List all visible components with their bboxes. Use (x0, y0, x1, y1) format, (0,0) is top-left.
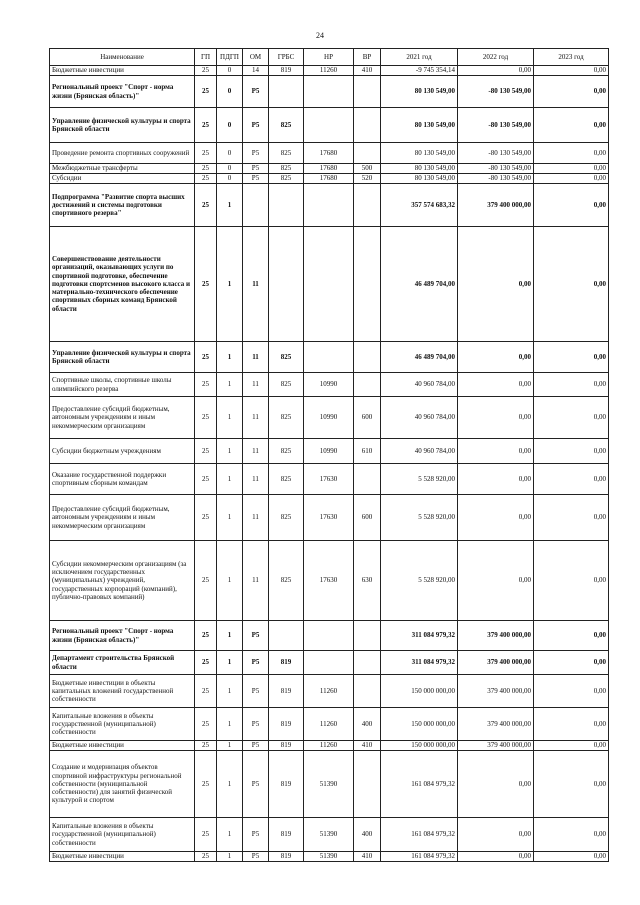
cell-gp: 25 (195, 852, 217, 862)
cell-om: 11 (243, 373, 269, 397)
cell-nr: 11260 (304, 708, 354, 741)
cell-grbs: 819 (269, 818, 304, 852)
cell-grbs: 825 (269, 164, 304, 174)
header-cell: ГРБС (269, 49, 304, 66)
cell-y2022: 0,00 (458, 397, 534, 439)
table-row (50, 66, 609, 76)
table-header-row (50, 49, 609, 66)
cell-name: Субсидии (50, 174, 195, 184)
cell-om: 14 (243, 66, 269, 76)
cell-vr (354, 621, 381, 651)
cell-pdgp: 1 (217, 818, 243, 852)
cell-gp: 25 (195, 495, 217, 541)
cell-pdgp: 0 (217, 76, 243, 108)
header-cell: 2022 год (458, 49, 534, 66)
cell-vr (354, 651, 381, 675)
cell-y2023: 0,00 (534, 675, 609, 708)
cell-grbs: 819 (269, 751, 304, 818)
cell-om: P5 (243, 675, 269, 708)
cell-om: 11 (243, 439, 269, 464)
cell-y2022: -80 130 549,00 (458, 164, 534, 174)
cell-y2021: 46 489 704,00 (381, 342, 458, 373)
cell-vr: 600 (354, 495, 381, 541)
cell-gp: 25 (195, 675, 217, 708)
cell-vr (354, 464, 381, 495)
cell-grbs: 825 (269, 108, 304, 143)
cell-vr: 520 (354, 174, 381, 184)
cell-y2023: 0,00 (534, 184, 609, 227)
cell-y2023: 0,00 (534, 621, 609, 651)
cell-name: Проведение ремонта спортивных сооружений (50, 143, 195, 164)
table-row (50, 227, 609, 342)
cell-y2022: -80 130 549,00 (458, 108, 534, 143)
cell-y2023: 0,00 (534, 751, 609, 818)
cell-vr (354, 143, 381, 164)
table-row (50, 108, 609, 143)
cell-y2022: 379 400 000,00 (458, 651, 534, 675)
table-row (50, 495, 609, 541)
cell-grbs: 825 (269, 143, 304, 164)
cell-grbs: 825 (269, 397, 304, 439)
cell-y2023: 0,00 (534, 164, 609, 174)
cell-y2021: 40 960 784,00 (381, 373, 458, 397)
cell-y2023: 0,00 (534, 342, 609, 373)
cell-grbs: 825 (269, 541, 304, 621)
header-cell: ОМ (243, 49, 269, 66)
cell-grbs: 819 (269, 708, 304, 741)
cell-om: P5 (243, 852, 269, 862)
cell-y2021: 46 489 704,00 (381, 227, 458, 342)
cell-name: Предоставление субсидий бюджетным, автономным учреждениям и иным некоммерческим организациям (50, 495, 195, 541)
cell-gp: 25 (195, 397, 217, 439)
cell-grbs (269, 227, 304, 342)
cell-grbs: 819 (269, 66, 304, 76)
cell-gp: 25 (195, 143, 217, 164)
cell-y2022: 379 400 000,00 (458, 621, 534, 651)
cell-name: Субсидии некоммерческим организациям (за исключением государственных (муниципальных) учреждений, государственных корпораций (компаний), публично-правовых компаний) (50, 541, 195, 621)
header-cell: 2021 год (381, 49, 458, 66)
cell-y2022: 0,00 (458, 66, 534, 76)
cell-y2023: 0,00 (534, 397, 609, 439)
table-row (50, 751, 609, 818)
cell-vr: 400 (354, 708, 381, 741)
cell-om: 11 (243, 342, 269, 373)
cell-grbs: 825 (269, 439, 304, 464)
cell-gp: 25 (195, 708, 217, 741)
cell-om: P5 (243, 708, 269, 741)
cell-pdgp: 1 (217, 464, 243, 495)
cell-pdgp: 0 (217, 174, 243, 184)
cell-vr (354, 751, 381, 818)
cell-name: Бюджетные инвестиции (50, 741, 195, 751)
cell-vr (354, 373, 381, 397)
cell-om: P5 (243, 143, 269, 164)
cell-om: 11 (243, 227, 269, 342)
cell-nr (304, 621, 354, 651)
cell-gp: 25 (195, 342, 217, 373)
cell-gp: 25 (195, 439, 217, 464)
cell-om: P5 (243, 76, 269, 108)
cell-grbs (269, 621, 304, 651)
header-cell: ВР (354, 49, 381, 66)
cell-y2023: 0,00 (534, 439, 609, 464)
header-cell: НР (304, 49, 354, 66)
cell-name: Региональный проект "Спорт - норма жизни (Брянская область)" (50, 621, 195, 651)
cell-y2023: 0,00 (534, 541, 609, 621)
cell-vr (354, 227, 381, 342)
cell-y2021: -9 745 354,14 (381, 66, 458, 76)
cell-gp: 25 (195, 621, 217, 651)
table-row (50, 675, 609, 708)
cell-y2023: 0,00 (534, 852, 609, 862)
cell-gp: 25 (195, 184, 217, 227)
cell-name: Подпрограмма "Развитие спорта высших достижений и системы подготовки спортивного резерва" (50, 184, 195, 227)
cell-nr (304, 108, 354, 143)
cell-vr: 400 (354, 818, 381, 852)
table-row (50, 651, 609, 675)
cell-om: P5 (243, 174, 269, 184)
cell-y2022: 0,00 (458, 818, 534, 852)
table-row (50, 143, 609, 164)
cell-y2022: 0,00 (458, 227, 534, 342)
cell-nr: 17680 (304, 164, 354, 174)
table-row (50, 708, 609, 741)
cell-nr: 51390 (304, 751, 354, 818)
table-body (50, 66, 609, 862)
cell-vr (354, 342, 381, 373)
cell-y2022: 379 400 000,00 (458, 675, 534, 708)
cell-om: P5 (243, 751, 269, 818)
cell-y2021: 311 084 979,32 (381, 651, 458, 675)
cell-grbs: 825 (269, 464, 304, 495)
cell-nr (304, 342, 354, 373)
cell-grbs: 819 (269, 675, 304, 708)
cell-nr (304, 227, 354, 342)
cell-grbs: 819 (269, 741, 304, 751)
header-cell: ГП (195, 49, 217, 66)
cell-y2022: 0,00 (458, 495, 534, 541)
cell-gp: 25 (195, 76, 217, 108)
cell-pdgp: 0 (217, 66, 243, 76)
cell-y2022: 0,00 (458, 373, 534, 397)
cell-nr: 17680 (304, 143, 354, 164)
cell-y2022: 0,00 (458, 342, 534, 373)
cell-om: 11 (243, 397, 269, 439)
cell-y2023: 0,00 (534, 464, 609, 495)
cell-y2023: 0,00 (534, 495, 609, 541)
cell-nr (304, 76, 354, 108)
cell-y2022: 0,00 (458, 852, 534, 862)
cell-y2021: 150 000 000,00 (381, 675, 458, 708)
cell-nr: 10990 (304, 439, 354, 464)
cell-nr (304, 184, 354, 227)
cell-name: Бюджетные инвестиции (50, 66, 195, 76)
cell-y2023: 0,00 (534, 143, 609, 164)
cell-name: Управление физической культуры и спорта Брянской области (50, 108, 195, 143)
cell-vr: 410 (354, 741, 381, 751)
cell-grbs: 825 (269, 342, 304, 373)
cell-y2021: 80 130 549,00 (381, 164, 458, 174)
header-cell: ПДГП (217, 49, 243, 66)
cell-y2022: 0,00 (458, 751, 534, 818)
cell-om: P5 (243, 164, 269, 174)
cell-y2021: 5 528 920,00 (381, 495, 458, 541)
table-row (50, 76, 609, 108)
cell-vr (354, 675, 381, 708)
cell-grbs: 825 (269, 174, 304, 184)
cell-y2023: 0,00 (534, 76, 609, 108)
cell-pdgp: 1 (217, 342, 243, 373)
cell-y2022: -80 130 549,00 (458, 76, 534, 108)
cell-y2021: 40 960 784,00 (381, 439, 458, 464)
cell-gp: 25 (195, 541, 217, 621)
table-row (50, 541, 609, 621)
cell-y2022: 0,00 (458, 464, 534, 495)
cell-y2023: 0,00 (534, 651, 609, 675)
cell-gp: 25 (195, 174, 217, 184)
cell-y2022: -80 130 549,00 (458, 143, 534, 164)
cell-pdgp: 1 (217, 651, 243, 675)
cell-om: 11 (243, 464, 269, 495)
cell-name: Бюджетные инвестиции (50, 852, 195, 862)
cell-om (243, 184, 269, 227)
cell-vr (354, 76, 381, 108)
cell-y2023: 0,00 (534, 66, 609, 76)
cell-y2023: 0,00 (534, 373, 609, 397)
cell-om: 11 (243, 541, 269, 621)
cell-y2021: 150 000 000,00 (381, 741, 458, 751)
budget-table (49, 48, 609, 862)
table-row (50, 373, 609, 397)
cell-name: Капитальные вложения в объекты государственной (муниципальной) собственности (50, 818, 195, 852)
table-row (50, 852, 609, 862)
cell-gp: 25 (195, 464, 217, 495)
cell-gp: 25 (195, 818, 217, 852)
cell-pdgp: 1 (217, 675, 243, 708)
cell-nr: 51390 (304, 818, 354, 852)
cell-vr (354, 184, 381, 227)
cell-y2021: 80 130 549,00 (381, 108, 458, 143)
cell-y2022: 0,00 (458, 541, 534, 621)
cell-name: Межбюджетные трансферты (50, 164, 195, 174)
cell-pdgp: 1 (217, 439, 243, 464)
cell-om: 11 (243, 495, 269, 541)
cell-y2021: 40 960 784,00 (381, 397, 458, 439)
cell-y2021: 80 130 549,00 (381, 143, 458, 164)
cell-pdgp: 0 (217, 108, 243, 143)
cell-y2023: 0,00 (534, 108, 609, 143)
cell-y2022: 379 400 000,00 (458, 184, 534, 227)
header-cell: Наименование (50, 49, 195, 66)
cell-name: Предоставление субсидий бюджетным, автономным учреждениям и иным некоммерческим организациям (50, 397, 195, 439)
cell-name: Управление физической культуры и спорта Брянской области (50, 342, 195, 373)
table-row (50, 741, 609, 751)
cell-om: P5 (243, 818, 269, 852)
cell-nr: 51390 (304, 852, 354, 862)
cell-grbs: 819 (269, 651, 304, 675)
cell-pdgp: 1 (217, 397, 243, 439)
table-row (50, 184, 609, 227)
page-number: 24 (316, 31, 324, 40)
cell-nr: 17630 (304, 541, 354, 621)
cell-gp: 25 (195, 227, 217, 342)
cell-name: Субсидии бюджетным учреждениям (50, 439, 195, 464)
cell-pdgp: 1 (217, 852, 243, 862)
cell-vr: 630 (354, 541, 381, 621)
cell-grbs: 825 (269, 495, 304, 541)
table-row (50, 397, 609, 439)
cell-name: Региональный проект "Спорт - норма жизни (Брянская область)" (50, 76, 195, 108)
cell-nr: 10990 (304, 397, 354, 439)
cell-pdgp: 1 (217, 741, 243, 751)
cell-vr: 410 (354, 66, 381, 76)
cell-name: Департамент строительства Брянской области (50, 651, 195, 675)
cell-vr: 500 (354, 164, 381, 174)
table-row (50, 818, 609, 852)
cell-y2021: 5 528 920,00 (381, 464, 458, 495)
cell-pdgp: 1 (217, 184, 243, 227)
cell-name: Капитальные вложения в объекты государственной (муниципальной) собственности (50, 708, 195, 741)
cell-y2021: 357 574 683,32 (381, 184, 458, 227)
cell-nr: 11260 (304, 66, 354, 76)
cell-grbs: 825 (269, 373, 304, 397)
cell-gp: 25 (195, 741, 217, 751)
cell-y2023: 0,00 (534, 741, 609, 751)
cell-pdgp: 0 (217, 164, 243, 174)
cell-name: Совершенствование деятельности организаций, оказывающих услуги по спортивной подготовке, обеспечение подготовки спортсменов высокого класса и материально-технического обеспечение спортивных сборных команд Брянской области (50, 227, 195, 342)
cell-y2021: 311 084 979,32 (381, 621, 458, 651)
table-row (50, 464, 609, 495)
cell-nr (304, 651, 354, 675)
cell-gp: 25 (195, 108, 217, 143)
cell-vr (354, 108, 381, 143)
cell-y2021: 161 084 979,32 (381, 852, 458, 862)
cell-gp: 25 (195, 651, 217, 675)
cell-gp: 25 (195, 373, 217, 397)
cell-om: P5 (243, 108, 269, 143)
table-row (50, 174, 609, 184)
cell-name: Оказание государственной поддержки спортивным сборным командам (50, 464, 195, 495)
cell-vr: 600 (354, 397, 381, 439)
cell-pdgp: 1 (217, 751, 243, 818)
cell-nr: 10990 (304, 373, 354, 397)
cell-vr: 610 (354, 439, 381, 464)
cell-y2021: 80 130 549,00 (381, 76, 458, 108)
cell-y2021: 5 528 920,00 (381, 541, 458, 621)
cell-pdgp: 1 (217, 373, 243, 397)
cell-pdgp: 1 (217, 621, 243, 651)
cell-y2023: 0,00 (534, 708, 609, 741)
cell-gp: 25 (195, 66, 217, 76)
cell-pdgp: 0 (217, 143, 243, 164)
cell-nr: 11260 (304, 675, 354, 708)
cell-y2023: 0,00 (534, 227, 609, 342)
table-row (50, 342, 609, 373)
cell-y2021: 161 084 979,32 (381, 751, 458, 818)
cell-vr: 410 (354, 852, 381, 862)
table-row (50, 621, 609, 651)
cell-y2022: 379 400 000,00 (458, 741, 534, 751)
cell-pdgp: 1 (217, 227, 243, 342)
cell-grbs: 819 (269, 852, 304, 862)
cell-pdgp: 1 (217, 495, 243, 541)
cell-nr: 17630 (304, 464, 354, 495)
cell-om: P5 (243, 651, 269, 675)
cell-pdgp: 1 (217, 708, 243, 741)
cell-name: Спортивные школы, спортивные школы олимпийского резерва (50, 373, 195, 397)
cell-nr: 17630 (304, 495, 354, 541)
cell-grbs (269, 184, 304, 227)
cell-y2021: 150 000 000,00 (381, 708, 458, 741)
cell-y2022: -80 130 549,00 (458, 174, 534, 184)
cell-gp: 25 (195, 751, 217, 818)
cell-y2023: 0,00 (534, 174, 609, 184)
cell-nr: 17680 (304, 174, 354, 184)
cell-y2021: 161 084 979,32 (381, 818, 458, 852)
cell-name: Бюджетные инвестиции в объекты капитальных вложений государственной собственности (50, 675, 195, 708)
table-row (50, 439, 609, 464)
table-row (50, 164, 609, 174)
cell-om: P5 (243, 621, 269, 651)
cell-gp: 25 (195, 164, 217, 174)
cell-grbs (269, 76, 304, 108)
cell-om: P5 (243, 741, 269, 751)
cell-nr: 11260 (304, 741, 354, 751)
cell-pdgp: 1 (217, 541, 243, 621)
header-cell: 2023 год (534, 49, 609, 66)
cell-y2023: 0,00 (534, 818, 609, 852)
cell-name: Создание и модернизация объектов спортивной инфраструктуры региональной собственности (муниципальной собственности) для занятий физической культурой и спортом (50, 751, 195, 818)
cell-y2022: 0,00 (458, 439, 534, 464)
cell-y2021: 80 130 549,00 (381, 174, 458, 184)
cell-y2022: 379 400 000,00 (458, 708, 534, 741)
